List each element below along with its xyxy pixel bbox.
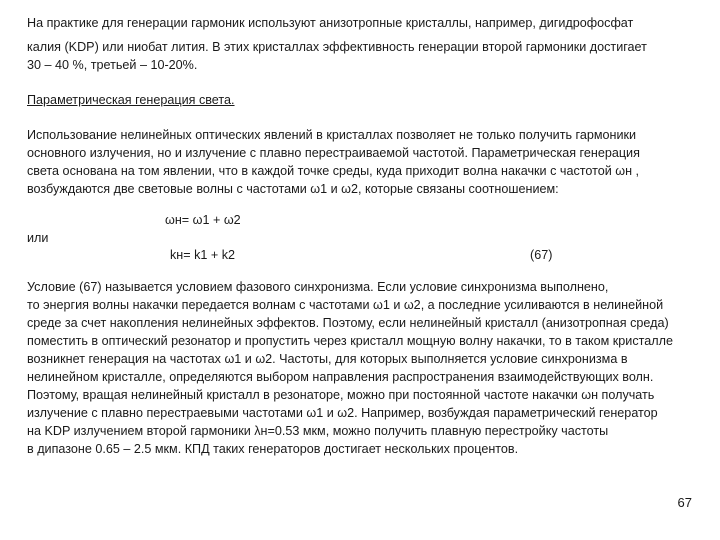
paragraph2-line-1: Использование нелинейных оптических явлений в кристаллах позволяет не только получить гармоники — [27, 128, 637, 142]
paragraph2-line-3: света основана на том явлении, что в каждой точке среды, куда приходит волна накачки с частотой ωн , — [27, 164, 640, 178]
paragraph1-line-2: калия (KDP) или ниобат лития. В этих кристаллах эффективность генерации второй гармоники достигает — [27, 40, 647, 54]
paragraph2-line-2: основного излучения, но и излучение с плавно перестраиваемой частотой. Параметрическая генерация — [27, 146, 640, 160]
paragraph3-line-10: в дипазоне 0.65 – 2.5 мкм. КПД таких генераторов достигает нескольких процентов. — [27, 442, 519, 456]
paragraph3-line-9: на KDP излучением второй гармоники λн=0.53 мкм, можно получить плавную перестройку частоты — [27, 424, 609, 438]
paragraph3-line-6: нелинейном кристалле, определяются выбором направления распространения взаимодействующих волн. — [27, 370, 654, 384]
paragraph1-line-3: 30 – 40 %, третьей – 10-20%. — [27, 58, 198, 72]
paragraph3-line-3: среде за счет накопления нелинейных эффектов. Поэтому, если нелинейный кристалл (анизотропная среда) — [27, 316, 669, 330]
formula-frequency: ωн= ω1 + ω2 — [165, 213, 241, 227]
page-number: 67 — [677, 495, 692, 510]
paragraph3-line-7: Поэтому, вращая нелинейный кристалл в резонаторе, можно при постоянной частоте накачки ωн получать — [27, 388, 655, 402]
paragraph3-line-5: возникнет генерация на частотах ω1 и ω2. Частоты, для которых выполняется условие синхронизма в — [27, 352, 628, 366]
paragraph3-line-2: то энергия волны накачки передается волнам с частотами ω1 и ω2, а последние усиливаются в нелинейной — [27, 298, 664, 312]
paragraph3-line-4: поместить в оптический резонатор и пропустить через кристалл мощную волну накачки, то в таком кристалле — [27, 334, 673, 348]
paragraph3-line-1: Условие (67) называется условием фазового синхронизма. Если условие синхронизма выполнено, — [27, 280, 609, 294]
paragraph1-line-1: На практике для генерации гармоник используют анизотропные кристаллы, например, дигидрофосфат — [27, 16, 634, 30]
formula-wavevector: kн= k1 + k2 — [170, 248, 236, 262]
paragraph2-line-4: возбуждаются две световые волны с частотами ω1 и ω2, которые связаны соотношением: — [27, 182, 559, 196]
equation-number: (67) — [530, 248, 553, 262]
or-text: или — [27, 231, 49, 245]
paragraph3-line-8: излучение с плавно перестраевыми частотами ω1 и ω2. Например, возбуждая параметрический генератор — [27, 406, 658, 420]
section-heading: Параметрическая генерация света. — [27, 93, 235, 107]
